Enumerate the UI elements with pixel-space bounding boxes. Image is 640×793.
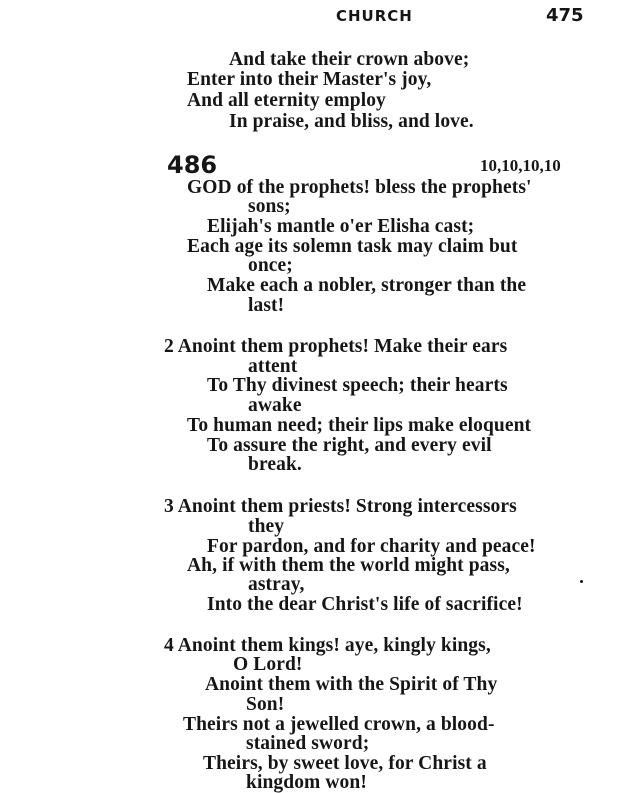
verse-line: To Thy divinest speech; their hearts — [207, 375, 508, 396]
hymn-number: 486 — [167, 151, 218, 179]
verse-line: they — [248, 516, 285, 537]
print-speck — [580, 580, 583, 583]
hymn-meter: 10,10,10,10 — [480, 156, 561, 175]
verse-line: 4 Anoint them kings! aye, kingly kings, — [164, 635, 491, 656]
verse-line: Each age its solemn task may claim but — [187, 236, 518, 257]
verse-line: Son! — [246, 694, 285, 715]
verse-line: O Lord! — [233, 654, 303, 675]
verse-line: stained sword; — [246, 733, 370, 754]
running-header-title: CHURCH — [336, 7, 413, 25]
verse-line: kingdom won! — [246, 772, 367, 793]
verse-line: break. — [248, 454, 302, 475]
verse-line: And take their crown above; — [229, 49, 470, 70]
verse-line: last! — [248, 295, 285, 316]
verse-line: Ah, if with them the world might pass, — [187, 555, 510, 576]
verse-line: And all eternity employ — [187, 90, 386, 111]
verse-line: Theirs, by sweet love, for Christ a — [203, 753, 487, 774]
page-number: 475 — [546, 5, 584, 26]
verse-line: 2 Anoint them prophets! Make their ears — [164, 336, 508, 357]
verse-line: Anoint them with the Spirit of Thy — [205, 674, 498, 695]
verse-line: To assure the right, and every evil — [207, 435, 492, 456]
verse-line: Theirs not a jewelled crown, a blood- — [183, 714, 495, 735]
verse-line: GOD of the prophets! bless the prophets' — [187, 177, 532, 198]
verse-line: In praise, and bliss, and love. — [229, 111, 474, 132]
verse-line: Make each a nobler, stronger than the — [207, 275, 527, 296]
verse-line: To human need; their lips make eloquent — [187, 415, 532, 436]
verse-line: For pardon, and for charity and peace! — [207, 536, 536, 557]
verse-line: once; — [248, 255, 293, 276]
verse-line: astray, — [248, 574, 305, 595]
verse-line: awake — [248, 395, 302, 416]
verse-line: Elijah's mantle o'er Elisha cast; — [207, 216, 475, 237]
verse-line: attent — [248, 356, 298, 377]
verse-line: 3 Anoint them priests! Strong intercessors — [164, 496, 517, 517]
verse-line: sons; — [248, 196, 291, 217]
verse-line: Enter into their Master's joy, — [187, 69, 432, 90]
verse-line: Into the dear Christ's life of sacrifice! — [207, 594, 523, 615]
